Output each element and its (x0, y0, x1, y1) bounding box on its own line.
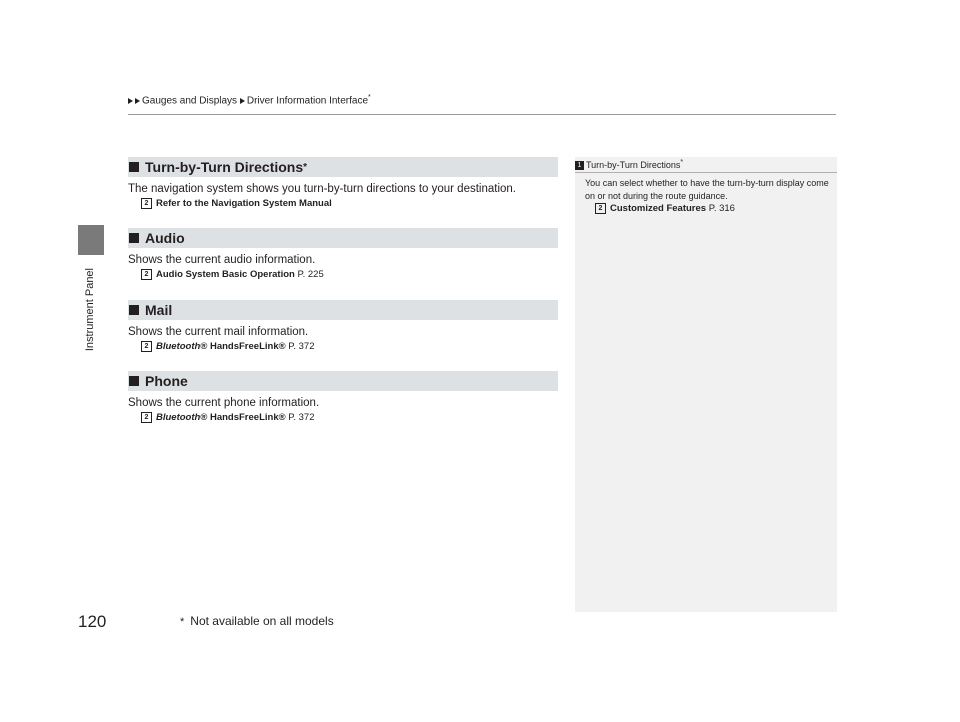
reference-arrow-icon: 2 (141, 198, 152, 209)
breadcrumb-arrow-icon (135, 98, 140, 104)
reference-arrow-icon: 2 (141, 269, 152, 280)
ref-audio-system[interactable]: 2 Audio System Basic Operation P. 225 (141, 269, 324, 280)
square-bullet-icon (129, 162, 139, 172)
mail-text: Shows the current mail information. (128, 326, 309, 338)
section-heading-audio: Audio (128, 228, 558, 248)
section-heading-turn-by-turn: Turn-by-Turn Directions * (128, 157, 558, 177)
chapter-label: Instrument Panel (84, 268, 96, 352)
phone-text: Shows the current phone information. (128, 397, 320, 409)
chapter-tab (78, 225, 104, 255)
header-rule (128, 114, 836, 115)
not-all-models-mark: * (368, 94, 371, 101)
breadcrumb-driver-info[interactable]: Driver Information Interface (246, 95, 369, 107)
side-note-box (575, 157, 837, 612)
reference-arrow-icon: 2 (595, 203, 606, 214)
footnote: * Not available on all models (180, 614, 334, 628)
section-heading-phone: Phone (128, 371, 558, 391)
reference-arrow-icon: 2 (141, 341, 152, 352)
ref-handsfreelink-phone[interactable]: 2 Bluetooth® HandsFreeLink® P. 372 (141, 412, 315, 423)
breadcrumb-gauges[interactable]: Gauges and Displays (142, 95, 238, 107)
turn-by-turn-text: The navigation system shows you turn-by-turn directions to your destination. (128, 183, 516, 195)
reference-arrow-icon: 2 (141, 412, 152, 423)
breadcrumb (128, 94, 371, 106)
square-bullet-icon (129, 376, 139, 386)
audio-text: Shows the current audio information. (128, 254, 316, 266)
square-bullet-icon (129, 233, 139, 243)
side-note-text: You can select whether to have the turn-by-turn display come on or not during the route guidance. (585, 178, 829, 201)
square-bullet-icon (129, 305, 139, 315)
ref-navigation-manual[interactable]: 2 Refer to the Navigation System Manual (141, 198, 332, 209)
page-number: 120 (78, 612, 107, 631)
side-note-title: 1 Turn-by-Turn Directions* (575, 159, 683, 170)
breadcrumb-arrow-icon (240, 98, 245, 104)
ref-handsfreelink-mail[interactable]: 2 Bluetooth® HandsFreeLink® P. 372 (141, 341, 315, 352)
note-number-icon: 1 (575, 161, 584, 170)
side-note-rule (575, 172, 837, 173)
section-heading-mail: Mail (128, 300, 558, 320)
ref-customized-features[interactable]: 2 Customized Features P. 316 (595, 203, 735, 214)
breadcrumb-arrow-icon (128, 98, 133, 104)
